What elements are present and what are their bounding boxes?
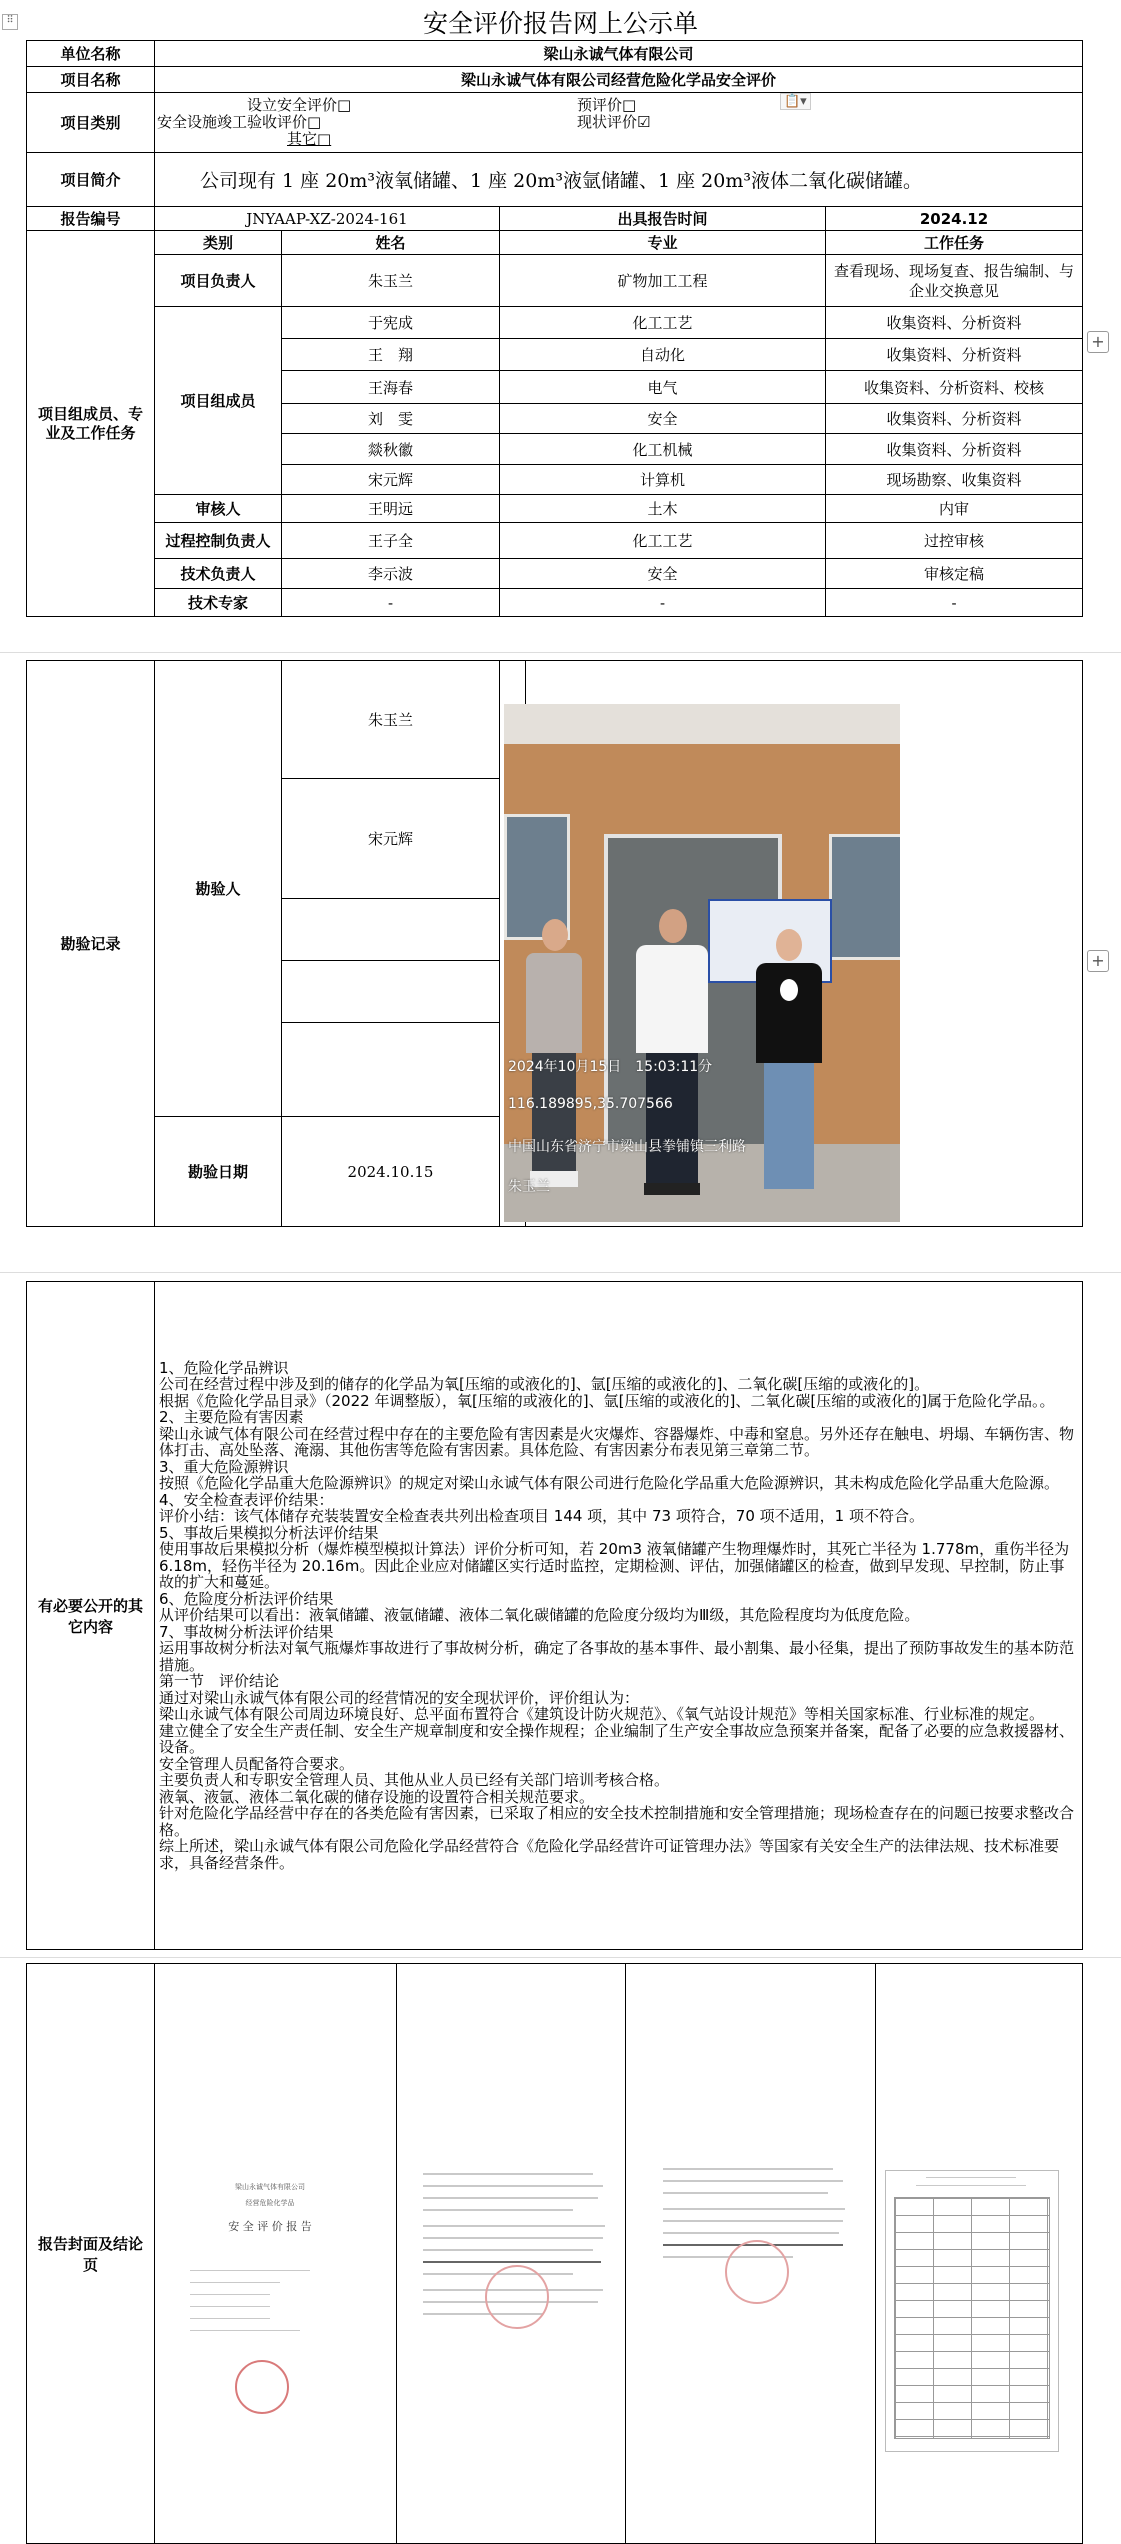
leader-major: 矿物加工工程 bbox=[500, 255, 826, 307]
category-option-other[interactable]: 其它□ bbox=[287, 130, 332, 148]
category-option-setup[interactable]: 设立安全评价□ bbox=[247, 96, 352, 114]
public-line: 主要负责人和专职安全管理人员、其他从业人员已经有关部门培训考核合格。 bbox=[159, 1771, 670, 1790]
reviewer-category: 审核人 bbox=[155, 495, 282, 523]
survey-date: 2024.10.15 bbox=[282, 1117, 500, 1227]
photo-watermark-address: 中国山东省济宁市梁山县拳铺镇三利路 bbox=[508, 1139, 746, 1155]
member-major: 化工工艺 bbox=[500, 307, 826, 339]
drag-handle-icon: ⠿ bbox=[6, 15, 14, 26]
member-name: 王海春 bbox=[282, 371, 500, 404]
section-divider bbox=[0, 652, 1121, 653]
leader-category: 项目负责人 bbox=[155, 255, 282, 307]
public-line: 按照《危险化学品重大危险源辨识》的规定对梁山永诚气体有限公司进行危险化学品重大危险源辨识，其未构成危险化学品重大危险源。 bbox=[159, 1474, 1060, 1493]
tech-name: 李示波 bbox=[282, 559, 500, 589]
unit-value: 梁山永诚气体有限公司 bbox=[155, 41, 1083, 67]
tech-category: 技术负责人 bbox=[155, 559, 282, 589]
survey-person-empty bbox=[282, 1023, 500, 1117]
add-row-button[interactable]: + bbox=[1087, 331, 1109, 353]
survey-person-empty bbox=[282, 899, 500, 961]
public-line: 评价小结：该气体储存充装装置安全检查表共列出检查项目 144 项，其中 73 项符合，70 项不适用，1 项不符合。 bbox=[159, 1507, 924, 1526]
reviewer-name: 王明远 bbox=[282, 495, 500, 523]
survey-date-label: 勘验日期 bbox=[155, 1117, 282, 1227]
public-label: 有必要公开的其它内容 bbox=[27, 1282, 155, 1950]
cover-title: 安 全 评 价 报 告 bbox=[228, 2220, 312, 2233]
cover-sub: 经营危险化学品 bbox=[245, 2199, 295, 2207]
report-date-value: 2024.12 bbox=[826, 207, 1083, 231]
member-task: 收集资料、分析资料、校核 bbox=[826, 371, 1083, 404]
public-line: 公司在经营过程中涉及到的储存的化学品为氧[压缩的或液化的]、氩[压缩的或液化的]、二氧化碳[压缩的或液化的]。 bbox=[159, 1375, 930, 1394]
cover-page-thumbnail bbox=[180, 2170, 360, 2420]
public-line: 建立健全了安全生产责任制、安全生产规章制度和安全操作规程；企业编制了生产安全事故应急预案并备案，配备了必要的应急救援器材、设备。 bbox=[159, 1721, 1075, 1757]
tech-task: 审核定稿 bbox=[826, 559, 1083, 589]
member-name: 刘 雯 bbox=[282, 404, 500, 434]
staff-section-label: 项目组成员、专业及工作任务 bbox=[27, 231, 155, 617]
member-task: 收集资料、分析资料 bbox=[826, 404, 1083, 434]
public-table bbox=[26, 1281, 1083, 1950]
public-line: 综上所述，梁山永诚气体有限公司危险化学品经营符合《危险化学品经营许可证管理办法》等国家有关安全生产的法律法规、技术标准要求，具备经营条件。 bbox=[159, 1837, 1060, 1872]
project-value: 梁山永诚气体有限公司经营危险化学品安全评价 bbox=[155, 67, 1083, 93]
member-task: 收集资料、分析资料 bbox=[826, 339, 1083, 371]
process-category: 过程控制负责人 bbox=[155, 523, 282, 559]
section-divider bbox=[0, 1957, 1121, 1958]
table-row bbox=[27, 495, 1083, 523]
members-label: 项目组成员 bbox=[155, 307, 282, 495]
expert-name: - bbox=[282, 589, 500, 617]
report-no-value: JNYAAP-XZ-2024-161 bbox=[155, 207, 500, 231]
table-row bbox=[27, 559, 1083, 589]
public-line: 6、危险度分析法评价结果 bbox=[159, 1589, 334, 1608]
public-line: 根据《危险化学品目录》（2022 年调整版），氧[压缩的或液化的]、氩[压缩的或液化的]、二氧化碳[压缩的或液化的]属于危险化学品。。 bbox=[159, 1391, 1055, 1410]
public-line: 运用事故树分析法对氧气瓶爆炸事故进行了事故树分析，确定了各事故的基本事件、最小割集、最小径集，提出了预防事故发生的基本防范措施。 bbox=[159, 1639, 1075, 1674]
expert-category: 技术专家 bbox=[155, 589, 282, 617]
staff-header-category: 类别 bbox=[155, 231, 282, 255]
member-major: 化工机械 bbox=[500, 434, 826, 465]
table-row bbox=[27, 589, 1083, 617]
public-content bbox=[155, 1282, 1083, 1950]
survey-person: 朱玉兰 bbox=[282, 661, 500, 779]
report-date-label: 出具报告时间 bbox=[500, 207, 826, 231]
signature-page-thumbnail bbox=[885, 2170, 1059, 2452]
survey-person: 宋元辉 bbox=[282, 779, 500, 899]
member-major: 自动化 bbox=[500, 339, 826, 371]
expert-task: - bbox=[826, 589, 1083, 617]
category-option-acceptance[interactable]: 安全设施竣工验收评价□ bbox=[157, 113, 322, 131]
public-line: 从评价结果可以看出：液氧储罐、液氩储罐、液体二氧化碳储罐的危险度分级均为Ⅲ级，其危险程度均为低度危险。 bbox=[159, 1606, 920, 1625]
info-table bbox=[26, 40, 1083, 617]
member-task: 收集资料、分析资料 bbox=[826, 434, 1083, 465]
process-task: 过控审核 bbox=[826, 523, 1083, 559]
photo-watermark-name: 朱玉兰 bbox=[508, 1179, 550, 1195]
conclusion-page-thumbnail bbox=[655, 2160, 855, 2430]
table-row bbox=[27, 307, 1083, 339]
table-row bbox=[27, 523, 1083, 559]
intro-value: 公司现有 1 座 20m³液氧储罐、1 座 20m³液氩储罐、1 座 20m³液体二氧化碳储罐。 bbox=[155, 153, 1083, 207]
process-name: 王子全 bbox=[282, 523, 500, 559]
page-title: 安全评价报告网上公示单 bbox=[422, 9, 698, 38]
work-photo bbox=[504, 704, 900, 1222]
cover-label: 报告封面及结论页 bbox=[27, 1964, 155, 2544]
public-line: 梁山永诚气体有限公司周边环境良好、总平面布置符合《建筑设计防火规范》、《氧气站设计规范》等相关国家标准、行业标准的规定。 bbox=[159, 1705, 1045, 1724]
public-line: 7、事故树分析法评价结果 bbox=[159, 1622, 334, 1641]
process-major: 化工工艺 bbox=[500, 523, 826, 559]
public-line: 第一节 评价结论 bbox=[159, 1672, 280, 1691]
official-seal bbox=[235, 2360, 289, 2414]
public-line: 使用事故后果模拟分析（爆炸模型模拟计算法）评价分析可知，若 20m3 液氧储罐产生物理爆炸时，其死亡半径为 1.778m，重伤半径为 6.18m，轻伤半径为 20.16m。因此企业应对储罐区实行适时监控，定期检测、评估，加强储罐区的检查，做到早发现、早控制，防止事故的扩大和蔓延。 bbox=[159, 1540, 1070, 1592]
public-line: 1、危险化学品辨识 bbox=[159, 1358, 289, 1377]
reviewer-task: 内审 bbox=[826, 495, 1083, 523]
member-major: 安全 bbox=[500, 404, 826, 434]
category-label: 项目类别 bbox=[27, 93, 155, 153]
photo-watermark-time: 2024年10月15日 15:03:11分 bbox=[508, 1059, 713, 1075]
leader-task: 查看现场、现场复查、报告编制、与企业交换意见 bbox=[826, 255, 1083, 307]
expert-major: - bbox=[500, 589, 826, 617]
unit-label: 单位名称 bbox=[27, 41, 155, 67]
project-label: 项目名称 bbox=[27, 67, 155, 93]
cover-company: 梁山永诚气体有限公司 bbox=[235, 2183, 305, 2191]
public-line: 通过对梁山永诚气体有限公司的经营情况的安全现状评价，评价组认为： bbox=[159, 1688, 640, 1707]
paste-options-icon[interactable]: 📋▾ bbox=[780, 93, 811, 110]
public-line: 2、主要危险有害因素 bbox=[159, 1408, 304, 1427]
intro-label: 项目简介 bbox=[27, 153, 155, 207]
member-name: 王 翔 bbox=[282, 339, 500, 371]
member-major: 电气 bbox=[500, 371, 826, 404]
leader-name: 朱玉兰 bbox=[282, 255, 500, 307]
reviewer-major: 土木 bbox=[500, 495, 826, 523]
official-seal bbox=[485, 2265, 549, 2329]
table-row bbox=[27, 255, 1083, 307]
public-line: 安全管理人员配备符合要求。 bbox=[159, 1754, 355, 1773]
tech-major: 安全 bbox=[500, 559, 826, 589]
public-line: 3、重大危险源辨识 bbox=[159, 1457, 289, 1476]
official-seal bbox=[725, 2240, 789, 2304]
staff-header-major: 专业 bbox=[500, 231, 826, 255]
category-options bbox=[155, 93, 1083, 153]
member-task: 收集资料、分析资料 bbox=[826, 307, 1083, 339]
survey-person-empty bbox=[282, 961, 500, 1023]
category-option-status[interactable]: 现状评价☑ bbox=[577, 113, 651, 131]
member-name: 于宪成 bbox=[282, 307, 500, 339]
public-line: 4、安全检查表评价结果： bbox=[159, 1490, 334, 1509]
survey-person-label: 勘验人 bbox=[155, 661, 282, 1117]
staff-header-task: 工作任务 bbox=[826, 231, 1083, 255]
add-row-button[interactable]: + bbox=[1087, 950, 1109, 972]
member-name: 宋元辉 bbox=[282, 465, 500, 495]
public-line: 液氧、液氩、液体二氧化碳的储存设施的设置符合相关规范要求。 bbox=[159, 1787, 595, 1806]
public-line: 针对危险化学品经营中存在的各类危险有害因素，已采取了相应的安全技术控制措施和安全管理措施；现场检查存在的问题已按要求整改合格。 bbox=[159, 1804, 1075, 1839]
member-task: 现场勘察、收集资料 bbox=[826, 465, 1083, 495]
report-no-label: 报告编号 bbox=[27, 207, 155, 231]
section-divider bbox=[0, 1272, 1121, 1273]
public-line: 梁山永诚气体有限公司在经营过程中存在的主要危险有害因素是火灾爆炸、容器爆炸、中毒和窒息。另外还存在触电、坍塌、车辆伤害、物体打击、高处坠落、淹溺、其他伤害等危险有害因素。具体危险、有害因素分布表见第三章第二节。 bbox=[159, 1424, 1075, 1460]
category-option-pre[interactable]: 预评价□ bbox=[577, 96, 637, 114]
photo-watermark-coords: 116.189895,35.707566 bbox=[508, 1096, 673, 1112]
public-line: 5、事故后果模拟分析法评价结果 bbox=[159, 1523, 379, 1542]
conclusion-page-thumbnail bbox=[415, 2165, 615, 2435]
survey-label: 勘验记录 bbox=[27, 661, 155, 1227]
member-name: 燚秋徽 bbox=[282, 434, 500, 465]
staff-header-name: 姓名 bbox=[282, 231, 500, 255]
member-major: 计算机 bbox=[500, 465, 826, 495]
